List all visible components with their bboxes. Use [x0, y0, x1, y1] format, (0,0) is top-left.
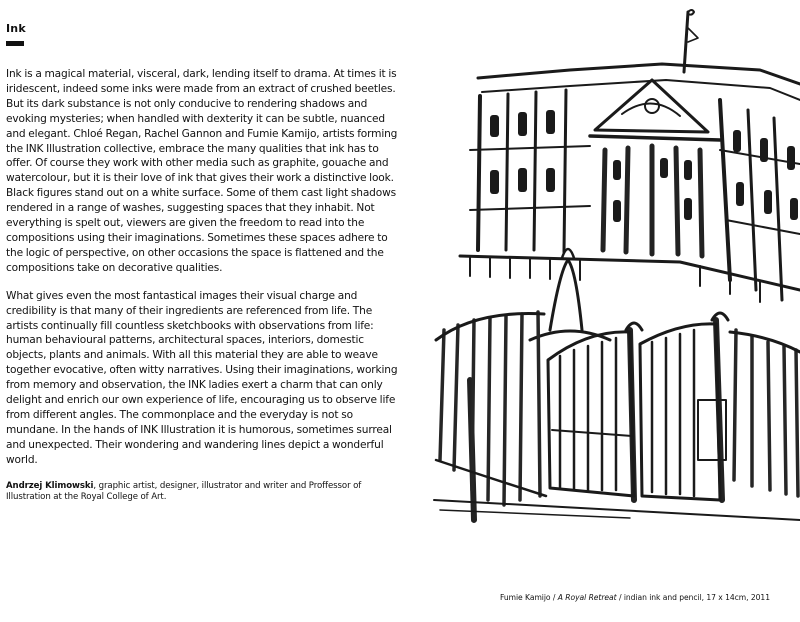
article-paragraph-2: What gives even the most fantastical images their visual charge and credibility is that many of their ingredients are referenced from life. The artists continually fill countless sketchbooks with observations from life: human behavioural patterns, architectural spaces, interiors, domestic objects, plants and animals. With all this material they are able to weave together evocative, often witty narratives. Using their imaginations, working from memory and observation, the INK ladies exert a charm that can only delight and enrich our own experience of life, encouraging us to observe life from different angles. The commonplace and the everyday is not so mundane. In the hands of INK Illustration it is humorous, sometimes surreal and unexpected. Their wondering and wandering lines depict a wonderful world.: [6, 289, 398, 466]
caption-title: A Royal Retreat: [557, 593, 617, 602]
artwork-illustration: [430, 0, 800, 530]
statue: [550, 260, 582, 330]
artwork-caption: [500, 593, 770, 602]
caption-artist: Fumie Kamijo: [499, 593, 551, 602]
page-title: Ink: [6, 22, 26, 35]
title-underline-bar: [6, 41, 24, 46]
palace-pediment: [595, 80, 708, 132]
author-name: Andrzej Klimowski: [6, 480, 94, 491]
caption-details: indian ink and pencil, 17 x 14cm, 2011: [623, 593, 770, 602]
author-role: , graphic artist, designer, illustrator and writer and Proffessor of Illustration at the Royal College of Art.: [6, 480, 362, 503]
article-body: [6, 67, 402, 504]
article-paragraph-1: Ink is a magical material, visceral, dark, lending itself to drama. At times it is iridescent, indeed some inks were made from an extract of crushed beetles. But its dark substance is not only conducive to rendering shadows and evoking mysteries; when handled with dexterity it can be subtle, nuanced and elegant. Chloé Regan, Rachel Gannon and Fumie Kamijo, artists forming the INK Illustration collective, embrace the many qualities that ink has to offer. Of course they work with other media such as graphite, gouache and watercolour, but it is their love of ink that gives their work a distinctive look. Black figures stand out on a white surface. Some of them cast light shadows rendered in a range of washes, suggesting spaces that they inhabit. Not everything is spelt out, viewers are given the freedom to read into the compositions using their imaginations. Sometimes these spaces adhere to the logic of perspective, on other occasions the space is flattened and the compositions take on decorative qualities.: [6, 68, 398, 274]
caption-separator: /: [550, 593, 558, 602]
caption-separator: /: [616, 593, 624, 602]
author-credit: [6, 481, 402, 505]
